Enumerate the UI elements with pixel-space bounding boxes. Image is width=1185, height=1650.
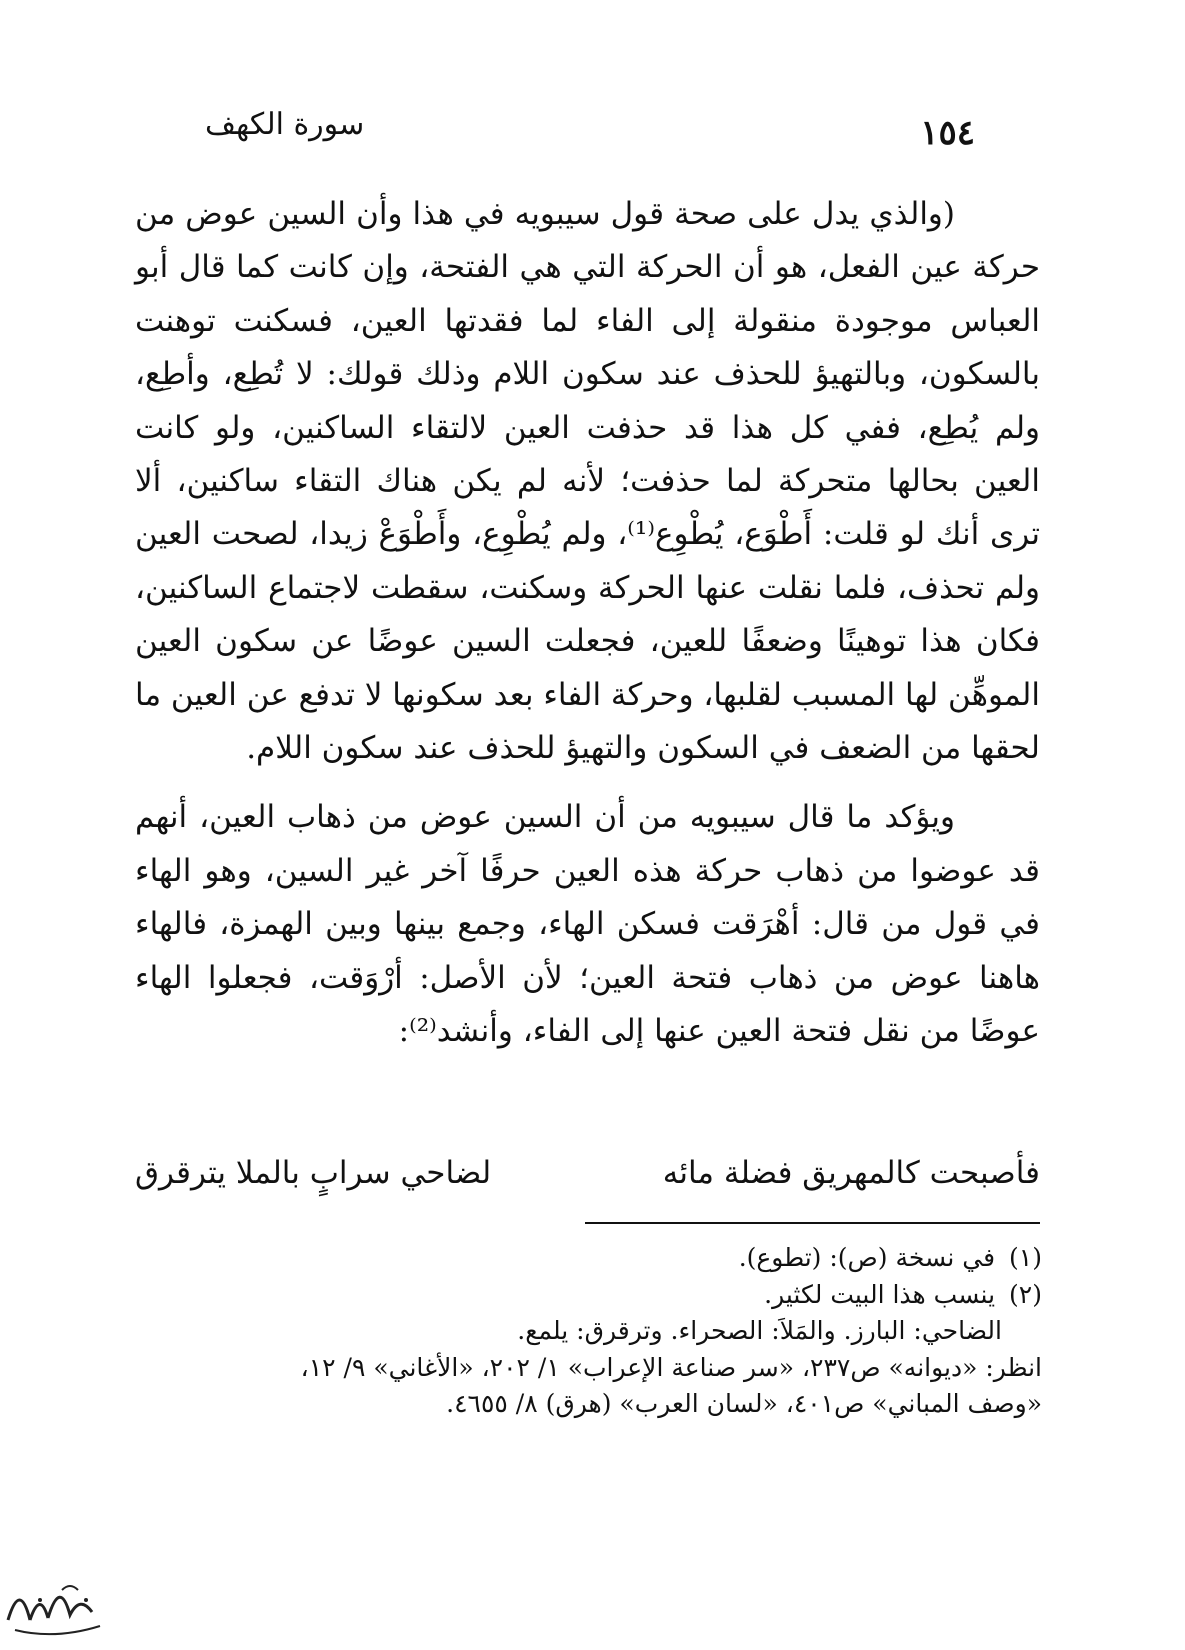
footnote-2 xyxy=(130,1277,1042,1314)
paragraph-2: ويؤكد ما قال سيبويه من أن السين عوض من ذهاب العين، أنهم قد عوضوا من ذهاب حركة هذه العين حرفًا آخر غير السين، وهو الهاء في قول من قال: أهْرَقت فسكن الهاء، وجمع بينها وبين الهمزة، فالهاء هاهنا عوض من ذهاب فتحة العين؛ لأن الأصل: أرْوَقت، فجعلوا الهاء عوضًا من نقل فتحة العين عنها إلى الفاء، وأنشد⁽²⁾: xyxy=(135,799,1040,1050)
footnote-text: ينسب هذا البيت لكثير. xyxy=(764,1279,996,1309)
paragraph-1: (والذي يدل على صحة قول سيبويه في هذا وأن السين عوض من حركة عين الفعل، هو أن الحركة التي هي الفتحة، وإن كانت كما قال أبو العباس موجودة منقولة إلى الفاء لما فقدتها العين، فسكنت توهنت بالسكون، وبالتهيؤ للحذف عند سكون اللام وذلك قولك: لا تُطِع، وأطِع، ولم يُطِع، ففي كل هذا قد حذفت العين لالتقاء الساكنين، ولو كانت العين بحالها متحركة لما حذفت؛ لأنه لم يكن هناك التقاء ساكنين، ألا ترى أنك لو قلت: أَطْوَع، يُطْوِع⁽¹⁾، ولم يُطْوِع، وأَطْوَعْ زيدا، لصحت العين ولم تحذف، فلما نقلت عنها الحركة وسكنت، سقطت لاجتماع الساكنين، فكان هذا توهينًا وضعفًا للعين، فجعلت السين عوضًا عن سكون العين الموهِّن لها المسبب لقلبها، وحركة الفاء بعد سكونها لا تدفع عن العين ما لحقها من الضعف في السكون والتهيؤ للحذف عند سكون اللام. xyxy=(135,196,1040,767)
page-header xyxy=(205,105,975,155)
verse-second-hemistich: لضاحي سرابٍ بالملا يترقرق xyxy=(135,1155,492,1191)
body-text xyxy=(135,188,1040,1059)
poem-verse xyxy=(135,1155,1040,1211)
footnote-separator xyxy=(585,1222,1040,1224)
verse-first-hemistich: فأصبحت كالمهريق فضلة مائه xyxy=(662,1155,1040,1191)
running-title: سورة الكهف xyxy=(205,107,365,142)
footnote-references-line-1: انظر: «ديوانه» ص٢٣٧، «سر صناعة الإعراب» ١/ ٢٠٢، «الأغاني» ٩/ ١٢، xyxy=(300,1352,1042,1382)
library-stamp-logo xyxy=(0,1560,110,1650)
footnote-references-line-2: «وصف المباني» ص٤٠١، «لسان العرب» (هرق) ٨/ ٤٦٥٥. xyxy=(446,1389,1042,1418)
footnote-number: (١) xyxy=(1009,1243,1042,1272)
footnotes xyxy=(130,1240,1042,1423)
footnote-text: في نسخة (ص): (تطوع). xyxy=(738,1243,996,1272)
footnote-glossary: الضاحي: البارز. والمَلاَ: الصحراء. وترقرق: يلمع. xyxy=(517,1316,1002,1345)
footnote-number: (٢) xyxy=(1009,1279,1042,1309)
page-number: ١٥٤ xyxy=(920,113,975,153)
footnote-1 xyxy=(130,1240,1042,1277)
